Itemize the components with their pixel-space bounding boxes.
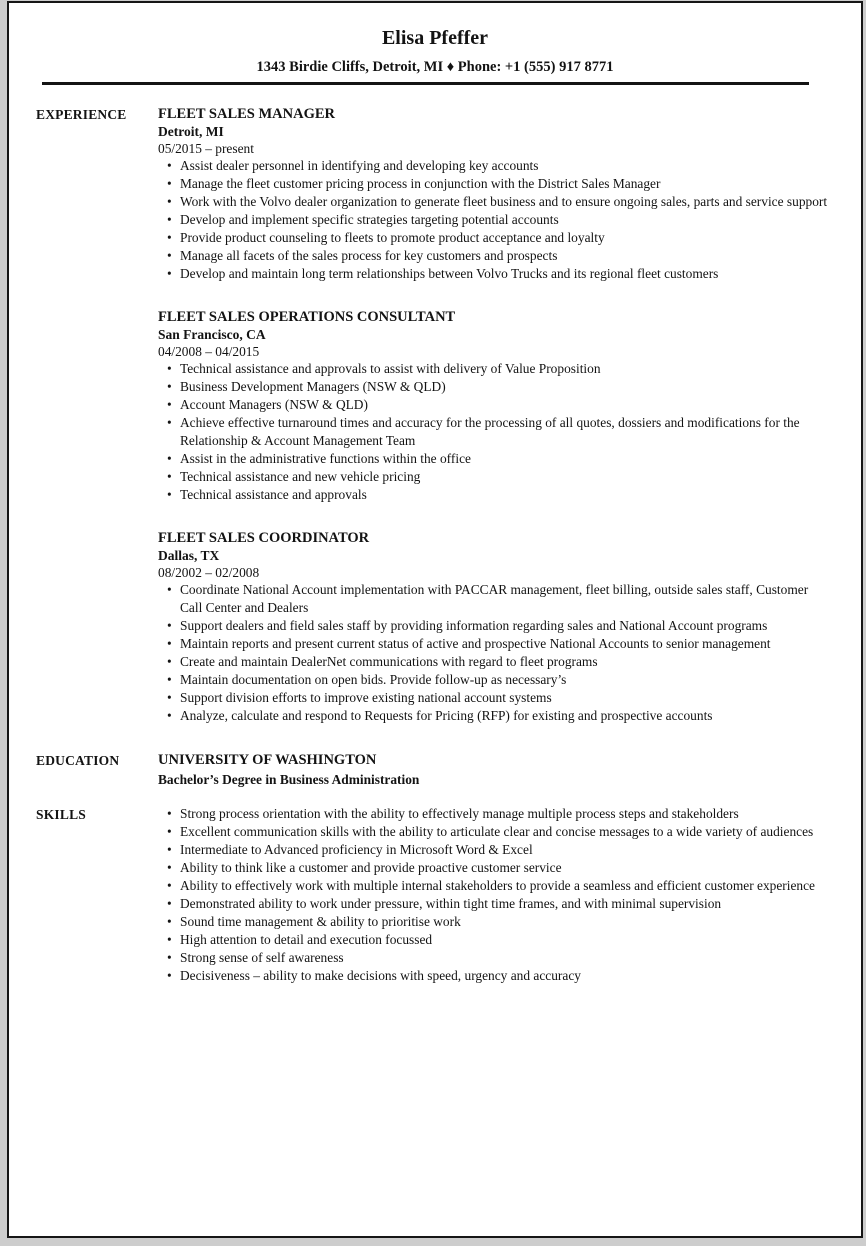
bullet-item: • Demonstrated ability to work under pressure, within tight time frames, and with minimal supervision — [158, 895, 831, 913]
bullet-item: • Business Development Managers (NSW & QLD) — [158, 378, 831, 396]
job-location: San Francisco, CA — [158, 327, 266, 342]
bullet-item: • Strong sense of self awareness — [158, 949, 831, 967]
job-title: FLEET SALES MANAGER — [158, 106, 335, 122]
bullet-item: • Excellent communication skills with the ability to articulate clear and concise messages to a wide variety of audiences — [158, 823, 831, 841]
bullet-item: • High attention to detail and execution focussed — [158, 931, 831, 949]
education-school: UNIVERSITY OF WASHINGTON — [158, 752, 377, 768]
skills-section — [9, 805, 861, 985]
bullet-item: • Manage the fleet customer pricing process in conjunction with the District Sales Manager — [158, 175, 831, 193]
bullet-item: • Achieve effective turnaround times and accuracy for the processing of all quotes, dossiers and modifications for the Relationship & Account Management Team — [158, 414, 831, 450]
resume-header — [9, 3, 861, 85]
education-degree: Bachelor’s Degree in Business Administration — [158, 772, 420, 787]
section-label-education: EDUCATION — [36, 753, 120, 768]
experience-jobs — [158, 105, 861, 725]
section-label-skills: SKILLS — [36, 807, 86, 822]
person-name: Elisa Pfeffer — [381, 27, 489, 49]
bullet-item: • Maintain documentation on open bids. Provide follow-up as necessary’s — [158, 671, 831, 689]
bullet-item: • Sound time management & ability to prioritise work — [158, 913, 831, 931]
bullet-item: • Provide product counseling to fleets to promote product acceptance and loyalty — [158, 229, 831, 247]
education-section — [9, 751, 861, 789]
job-entry — [158, 529, 831, 725]
skills-content — [158, 805, 861, 985]
resume-body — [9, 105, 861, 985]
bullet-item: • Work with the Volvo dealer organization to generate fleet business and to ensure ongoing sales, parts and service support — [158, 193, 831, 211]
bullet-item: • Technical assistance and new vehicle pricing — [158, 468, 831, 486]
job-bullet-list — [158, 360, 831, 504]
bullet-item: • Strong process orientation with the ability to effectively manage multiple process steps and stakeholders — [158, 805, 831, 823]
bullet-item: • Ability to effectively work with multiple internal stakeholders to provide a seamless and efficient customer experience — [158, 877, 831, 895]
bullet-item: • Ability to think like a customer and provide proactive customer service — [158, 859, 831, 877]
bullet-item: • Account Managers (NSW & QLD) — [158, 396, 831, 414]
bullet-item: • Manage all facets of the sales process for key customers and prospects — [158, 247, 831, 265]
job-bullet-list — [158, 157, 831, 283]
education-content — [158, 751, 861, 789]
job-location: Detroit, MI — [158, 124, 224, 139]
bullet-item: • Technical assistance and approvals — [158, 486, 831, 504]
job-bullet-list — [158, 581, 831, 725]
section-label-experience: EXPERIENCE — [36, 107, 127, 122]
bullet-item: • Analyze, calculate and respond to Requests for Pricing (RFP) for existing and prospective accounts — [158, 707, 831, 725]
bullet-item: • Support dealers and field sales staff by providing information regarding sales and National Account programs — [158, 617, 831, 635]
bullet-item: • Develop and maintain long term relationships between Volvo Trucks and its regional fleet customers — [158, 265, 831, 283]
bullet-item: • Coordinate National Account implementation with PACCAR management, fleet billing, outside sales staff, Customer Call Center and Dealers — [158, 581, 831, 617]
bullet-item: • Support division efforts to improve existing national account systems — [158, 689, 831, 707]
contact-line: 1343 Birdie Cliffs, Detroit, MI ♦ Phone: +1 (555) 917 8771 — [256, 59, 614, 75]
bullet-item: • Decisiveness – ability to make decisions with speed, urgency and accuracy — [158, 967, 831, 985]
skills-bullet-list — [158, 805, 831, 985]
job-entry — [158, 308, 831, 504]
job-title: FLEET SALES OPERATIONS CONSULTANT — [158, 309, 456, 325]
job-entry — [158, 105, 831, 283]
resume-page — [7, 1, 863, 1238]
job-location: Dallas, TX — [158, 548, 220, 563]
job-dates: 04/2008 – 04/2015 — [158, 344, 260, 359]
bullet-item: • Maintain reports and present current status of active and prospective National Accounts to senior management — [158, 635, 831, 653]
experience-section — [9, 105, 861, 725]
header-divider — [42, 82, 809, 85]
job-title: FLEET SALES COORDINATOR — [158, 530, 370, 546]
job-dates: 08/2002 – 02/2008 — [158, 565, 260, 580]
bullet-item: • Develop and implement specific strategies targeting potential accounts — [158, 211, 831, 229]
job-dates: 05/2015 – present — [158, 141, 254, 156]
bullet-item: • Assist in the administrative functions within the office — [158, 450, 831, 468]
bullet-item: • Technical assistance and approvals to assist with delivery of Value Proposition — [158, 360, 831, 378]
bullet-item: • Create and maintain DealerNet communications with regard to fleet programs — [158, 653, 831, 671]
bullet-item: • Assist dealer personnel in identifying and developing key accounts — [158, 157, 831, 175]
bullet-item: • Intermediate to Advanced proficiency in Microsoft Word & Excel — [158, 841, 831, 859]
